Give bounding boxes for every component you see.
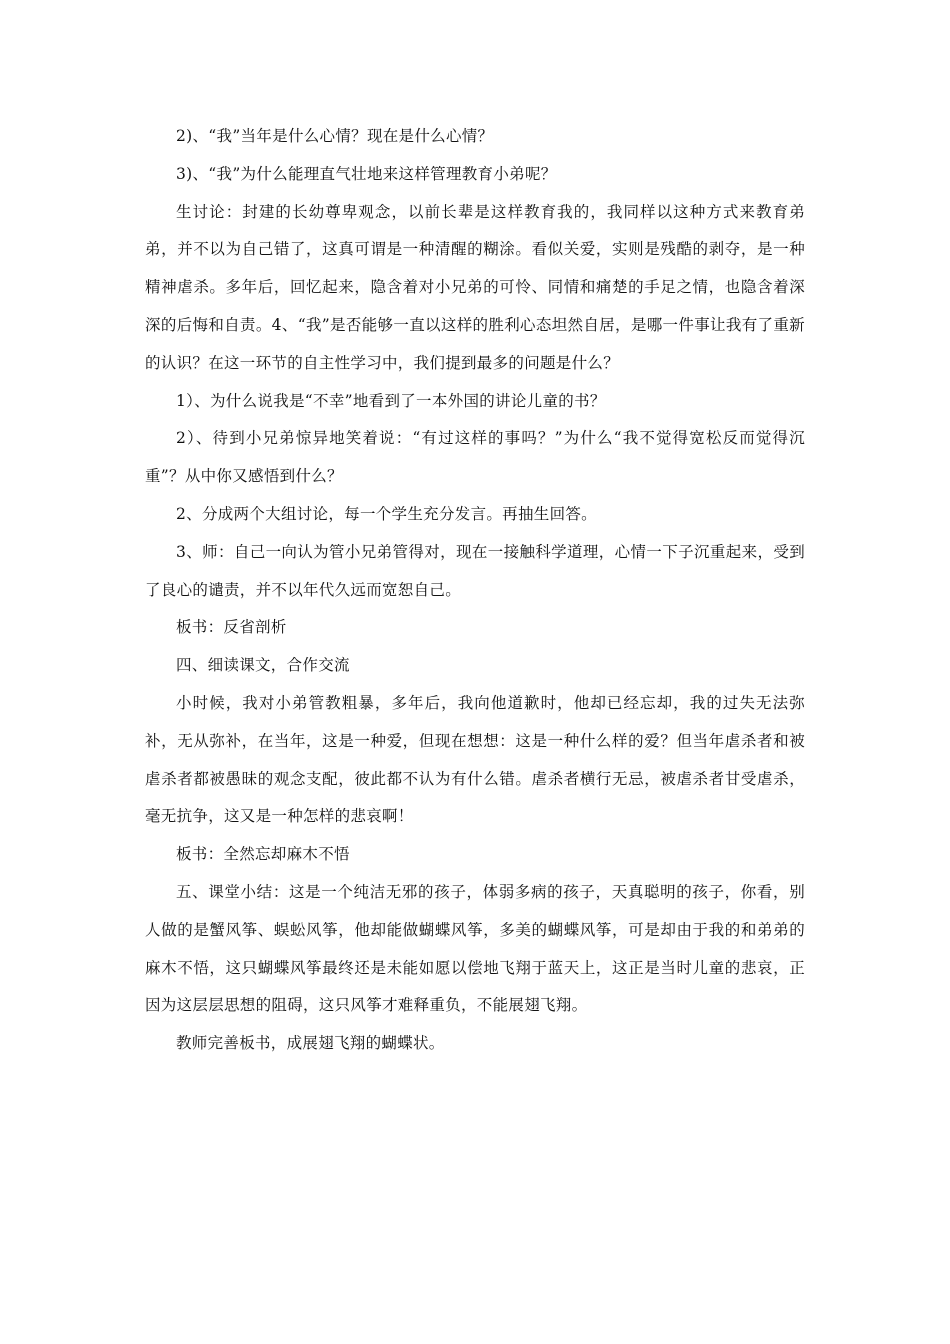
sub-question-1: 1）、为什么说我是“不幸”地看到了一本外国的讲论儿童的书？ — [176, 391, 606, 410]
document-body — [145, 118, 805, 1063]
board-note-forgetting: 板书：全然忘却麻木不悟 — [176, 845, 350, 864]
question-3: 3)、“我”为什么能理直气壮地来这样管理教育小弟呢？ — [176, 164, 557, 183]
teacher-summary: 3、师：自己一向认为管小兄弟管得对，现在一接触科学道理，心情一下子沉重起来，受到了良心的谴责，并不以年代久远而宽恕自己。 — [145, 542, 805, 599]
question-2: 2)、“我”当年是什么心情？现在是什么心情？ — [176, 127, 494, 145]
section-heading-4: 四、细读课文，合作交流 — [176, 656, 350, 675]
close-reading-paragraph: 小时候，我对小弟管教粗暴，多年后，我向他道歉时，他却已经忘却，我的过失无法弥补，无从弥补，在当年，这是一种爱，但现在想想：这是一种什么样的爱？但当年虐杀者和被虐杀者都被愚昧的观念支配，彼此都不认为有什么错。虐杀者横行无忌，被虐杀者甘受虐杀，毫无抗争，这又是一种怎样的悲哀啊！ — [145, 693, 805, 826]
group-discussion: 2、分成两个大组讨论，每一个学生充分发言。再抽生回答。 — [176, 504, 597, 523]
board-note-reflection: 板书：反省剖析 — [176, 618, 287, 637]
closing-note: 教师完善板书，成展翅飞翔的蝴蝶状。 — [176, 1034, 445, 1053]
sub-question-2: 2）、待到小兄弟惊异地笑着说：“有过这样的事吗？”为什么“我不觉得宽松反而觉得沉重”？从中你又感悟到什么？ — [145, 429, 805, 486]
student-discussion: 生讨论：封建的长幼尊卑观念，以前长辈是这样教育我的，我同样以这种方式来教育弟弟，并不以为自己错了，这真可谓是一种清醒的糊涂。看似关爱，实则是残酷的剥夺，是一种精神虐杀。多年后，回忆起来，隐含着对小兄弟的可怜、同情和痛楚的手足之情，也隐含着深深的后悔和自责。4、“我”是否能够一直以这样的胜利心态坦然自居，是哪一件事让我有了重新的认识？在这一环节的自主性学习中，我们提到最多的问题是什么？ — [145, 202, 805, 372]
class-summary: 五、课堂小结：这是一个纯洁无邪的孩子，体弱多病的孩子，天真聪明的孩子，你看，别人做的是蟹风筝、蜈蚣风筝，他却能做蝴蝶风筝，多美的蝴蝶风筝，可是却由于我的和弟弟的麻木不悟，这只蝴蝶风筝最终还是未能如愿以偿地飞翔于蓝天上，这正是当时儿童的悲哀，正因为这层层思想的阻碍，这只风筝才难释重负，不能展翅飞翔。 — [145, 882, 805, 1015]
